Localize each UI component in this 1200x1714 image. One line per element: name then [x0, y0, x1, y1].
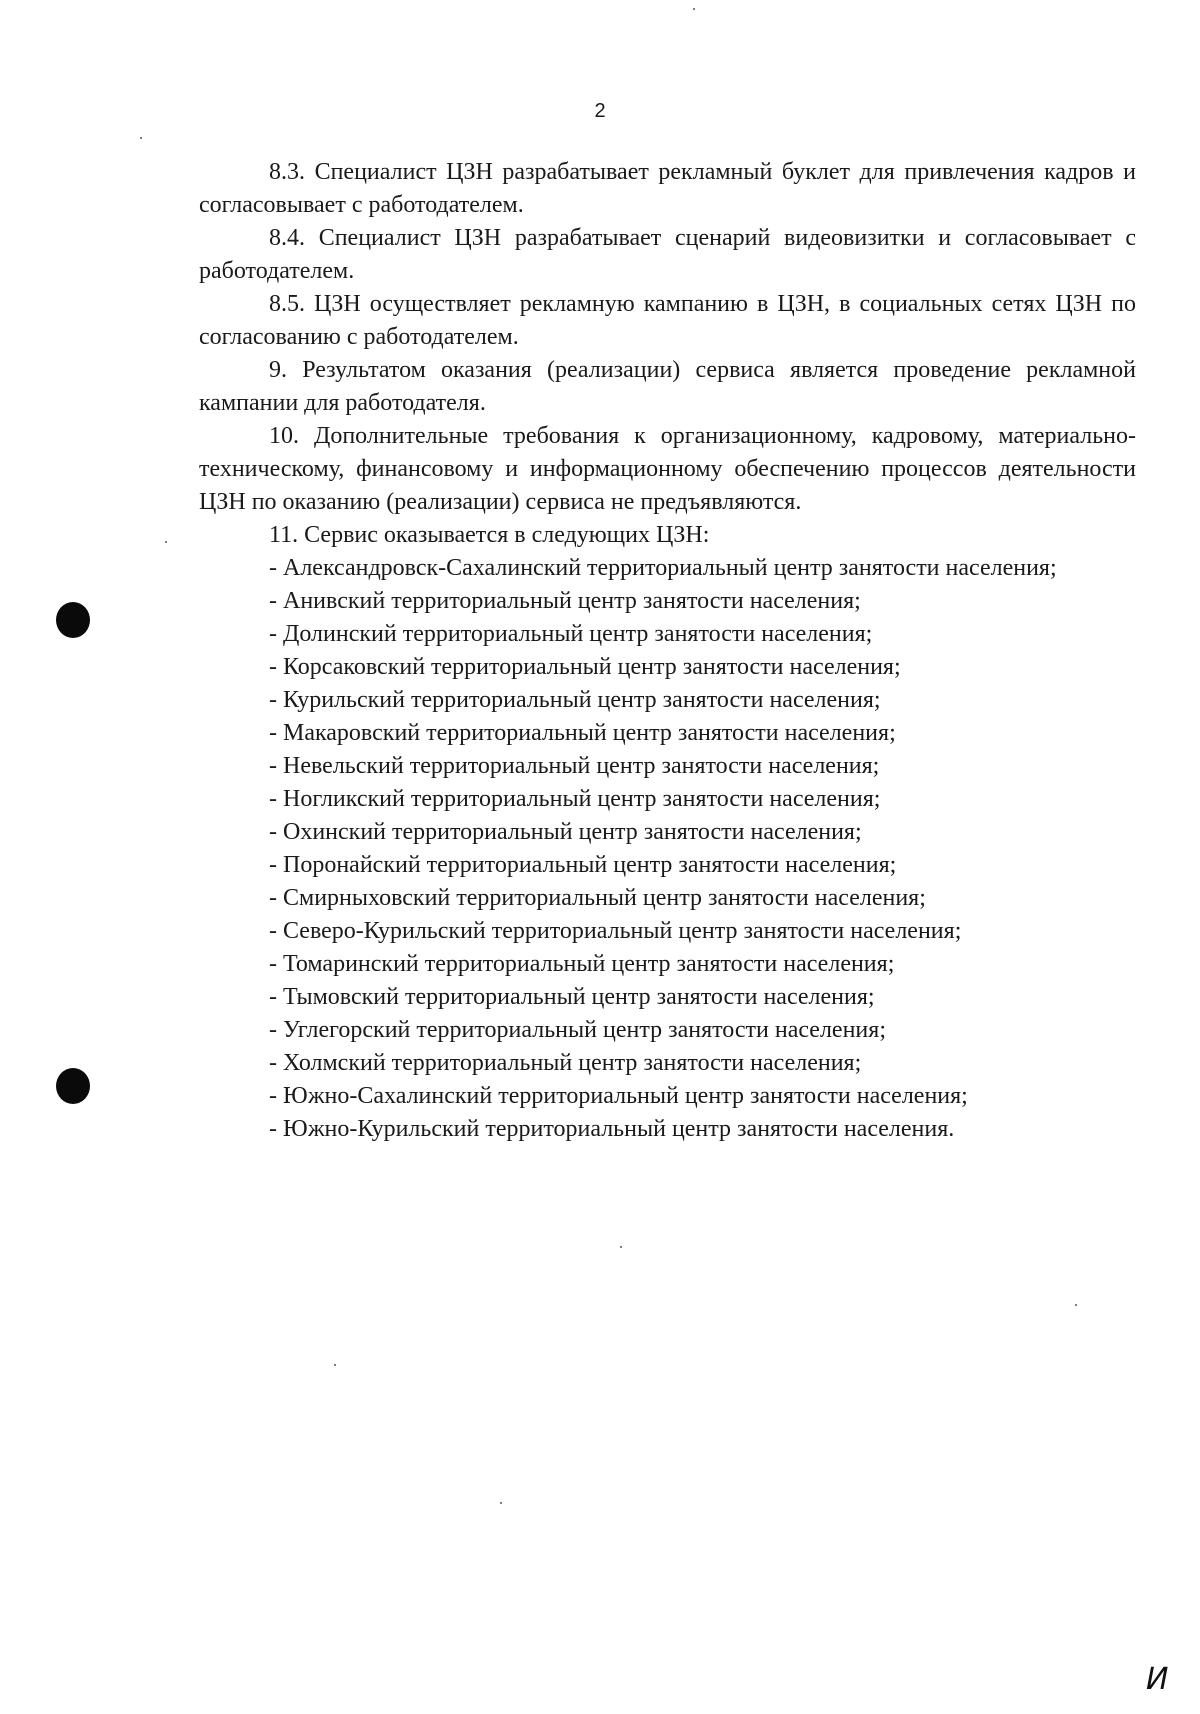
paragraph-10: 10. Дополнительные требования к организационному, кадровому, материально-техническому, финансовому и информационному обеспечению процессов деятельности ЦЗН по оказанию (реализации) сервиса не предъявляются. — [199, 423, 1136, 515]
list-item: - Поронайский территориальный центр занятости населения; — [269, 852, 897, 878]
list-item: - Охинский территориальный центр занятости населения; — [269, 819, 862, 845]
list-item: - Тымовский территориальный центр занятости населения; — [269, 984, 875, 1010]
list-item: - Томаринский территориальный центр занятости населения; — [269, 951, 895, 977]
list-item: - Макаровский территориальный центр занятости населения; — [269, 720, 896, 746]
list-item: - Корсаковский территориальный центр занятости населения; — [269, 654, 901, 680]
list-item: - Курильский территориальный центр занятости населения; — [269, 687, 881, 713]
scan-speck — [500, 1502, 502, 1504]
list-item: - Ногликский территориальный центр занятости населения; — [269, 786, 881, 812]
page-number: 2 — [594, 100, 606, 122]
centers-list — [199, 552, 1136, 1146]
list-item: - Южно-Курильский территориальный центр занятости населения. — [269, 1116, 955, 1142]
list-item: - Холмский территориальный центр занятости населения; — [269, 1050, 862, 1076]
punch-hole-bottom — [56, 1068, 90, 1104]
paragraph-8-3: 8.3. Специалист ЦЗН разрабатывает рекламный буклет для привлечения кадров и согласовывает с работодателем. — [199, 159, 1136, 218]
scan-speck — [1075, 1304, 1077, 1306]
scan-speck — [165, 541, 167, 543]
list-item: - Невельский территориальный центр занятости населения; — [269, 753, 880, 779]
scan-speck — [140, 137, 142, 139]
list-item: - Смирныховский территориальный центр занятости населения; — [269, 885, 926, 911]
list-item: - Углегорский территориальный центр занятости населения; — [269, 1017, 886, 1043]
paragraph-9: 9. Результатом оказания (реализации) сервиса является проведение рекламной кампании для работодателя. — [199, 357, 1136, 416]
document-body — [199, 156, 1136, 1146]
paragraph-11: 11. Сервис оказывается в следующих ЦЗН: — [269, 522, 710, 548]
scan-speck — [620, 1246, 622, 1248]
paragraph-8-5: 8.5. ЦЗН осуществляет рекламную кампанию в ЦЗН, в социальных сетях ЦЗН по согласованию с работодателем. — [199, 291, 1136, 350]
scan-speck — [693, 8, 695, 10]
punch-hole-top — [56, 602, 90, 638]
handwritten-margin-mark: И — [1146, 1662, 1169, 1697]
paragraph-8-4: 8.4. Специалист ЦЗН разрабатывает сценарий видеовизитки и согласовывает с работодателем. — [199, 225, 1136, 284]
scan-speck — [334, 1364, 336, 1366]
list-item: - Анивский территориальный центр занятости населения; — [269, 588, 861, 614]
list-item: - Южно-Сахалинский территориальный центр занятости населения; — [269, 1083, 968, 1109]
list-item: - Долинский территориальный центр занятости населения; — [269, 621, 873, 647]
list-item: - Северо-Курильский территориальный центр занятости населения; — [269, 918, 962, 944]
list-item: - Александровск-Сахалинский территориальный центр занятости населения; — [269, 555, 1057, 581]
